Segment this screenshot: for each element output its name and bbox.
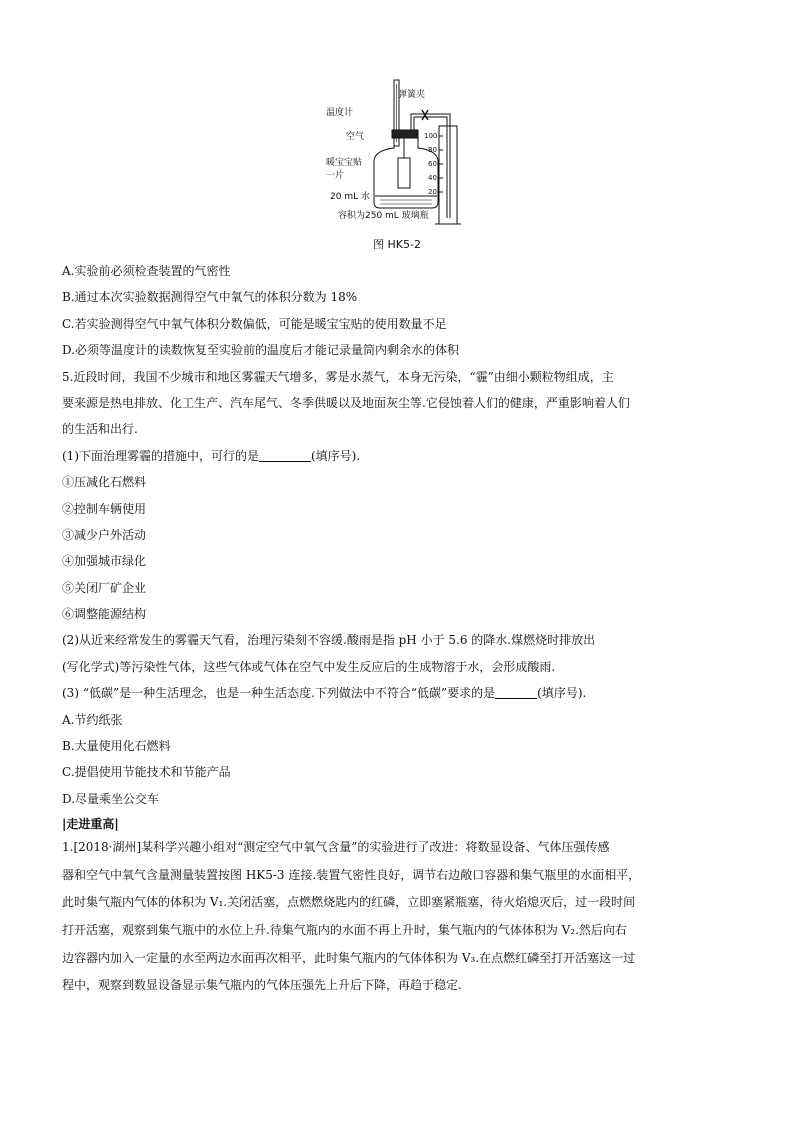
q5-part3-option-d: D.尽量乘坐公交车: [62, 791, 160, 806]
measure-4: ④加强城市绿化: [62, 554, 147, 569]
q5-part3-option-b: B.大量使用化石燃料: [62, 739, 171, 754]
apparatus-diagram: [332, 78, 470, 233]
q5-part2-line-1: (2)从近来经常发生的雾霾天气看，治理污染刻不容缓.酸雨是指 pH 小于 5.6 的降水.煤燃烧时排放出: [62, 633, 596, 648]
hand-warmer-label-2: 一片: [326, 171, 345, 181]
q1-line-5: 边容器内加入一定量的水至两边水面再次相平，此时集气瓶内的气体体积为 V₃.在点燃红磷至打开活塞这一过: [62, 950, 636, 965]
q5-part1-text: (1)下面治理雾霾的措施中，可行的是: [62, 448, 259, 463]
q4-option-d: D.必须等温度计的读数恢复至实验前的温度后才能记录量筒内剩余水的体积: [62, 343, 460, 358]
q5-intro-line-3: 的生活和出行.: [62, 422, 138, 437]
scale-40: 40: [428, 174, 437, 182]
water-label: 20 mL 水: [330, 192, 370, 202]
q5-part1: [62, 443, 742, 469]
q5-intro-line-2: 要来源是热电排放、化工生产、汽车尾气、冬季供暖以及地面灰尘等.它侵蚀着人们的健康，严重影响着人们: [62, 395, 630, 410]
section-heading: |走进重高|: [62, 817, 119, 832]
scale-80: 80: [428, 146, 437, 154]
measure-3: ③减少户外活动: [62, 527, 147, 542]
question-1: [62, 834, 742, 1000]
q4-option-b: B.通过本次实验数据测得空气中氧气的体积分数为 18%: [62, 290, 358, 305]
q4-option-c: C.若实验测得空气中氧气体积分数偏低，可能是暖宝宝贴的使用数量不足: [62, 316, 447, 331]
hand-warmer-label: 暖宝宝贴: [326, 158, 363, 168]
measure-1: ①压减化石燃料: [62, 475, 147, 490]
page-content: [62, 258, 742, 1000]
bottle-label: 容积为250 mL 玻璃瓶: [338, 211, 429, 221]
q5-part3-text: (3) “低碳”是一种生活理念，也是一种生活态度.下列做法中不符合“低碳”要求的是: [62, 686, 496, 701]
measure-5: ⑤关闭厂矿企业: [62, 580, 147, 595]
measure-6: ⑥调整能源结构: [62, 607, 147, 622]
q5-part2-line-2: (写化学式)等污染性气体，这些气体或气体在空气中发生反应后的生成物溶于水，会形成酸雨.: [62, 659, 556, 674]
answer-blank-3[interactable]: [495, 686, 537, 699]
air-label: 空气: [346, 132, 365, 142]
q1-line-6: 程中，观察到数显设备显示集气瓶内的气体压强先上升后下降，再趋于稳定.: [62, 978, 462, 993]
q4-option-a: A.实验前必须检查装置的气密性: [62, 264, 231, 278]
experiment-figure: [326, 78, 470, 233]
q5-part1-suffix: (填序号).: [311, 448, 361, 463]
answer-blank-1[interactable]: [259, 449, 311, 462]
q5-part3-option-c: C.提倡使用节能技术和节能产品: [62, 765, 231, 780]
q1-line-4: 打开活塞，观察到集气瓶中的水位上升.待集气瓶内的水面不再上升时，集气瓶内的气体体积为 V₂.然后向右: [62, 922, 627, 937]
measure-2: ②控制车辆使用: [62, 501, 147, 516]
scale-100: 100: [424, 132, 438, 140]
hand-warmer-patch: [398, 158, 410, 188]
q1-line-2: 器和空气中氧气含量测量装置按图 HK5-3 连接.装置气密性良好，调节右边敞口容器和集气瓶里的水面相平，: [62, 867, 641, 882]
graduated-cylinder: [439, 126, 457, 224]
q5-intro-line-1: 5.近段时间，我国不少城市和地区雾霾天气增多，雾是水蒸气，本身无污染，“霾”由细小颗粒物组成，主: [62, 369, 614, 384]
spring-clip-icon: [422, 110, 428, 120]
stopper: [392, 130, 418, 138]
spring-clip-label: 弹簧夹: [398, 90, 426, 100]
q5-part3: [62, 680, 742, 706]
thermometer-label: 温度计: [326, 108, 354, 118]
q5-part3-option-a: A.节约纸张: [62, 712, 123, 727]
figure-caption: 图 HK5-2: [373, 238, 421, 251]
q1-line-1: 1.[2018·湖州]某科学兴趣小组对“测定空气中氧气含量”的实验进行了改进：将数显设备、气体压强传感: [62, 840, 610, 855]
q1-line-3: 此时集气瓶内气体的体积为 V₁.关闭活塞，点燃燃烧匙内的红磷，立即塞紧瓶塞，待火焰熄灭后，过一段时间: [62, 895, 636, 910]
scale-60: 60: [428, 160, 437, 168]
scale-20: 20: [428, 188, 437, 196]
q5-part3-suffix: (填序号).: [537, 686, 587, 701]
